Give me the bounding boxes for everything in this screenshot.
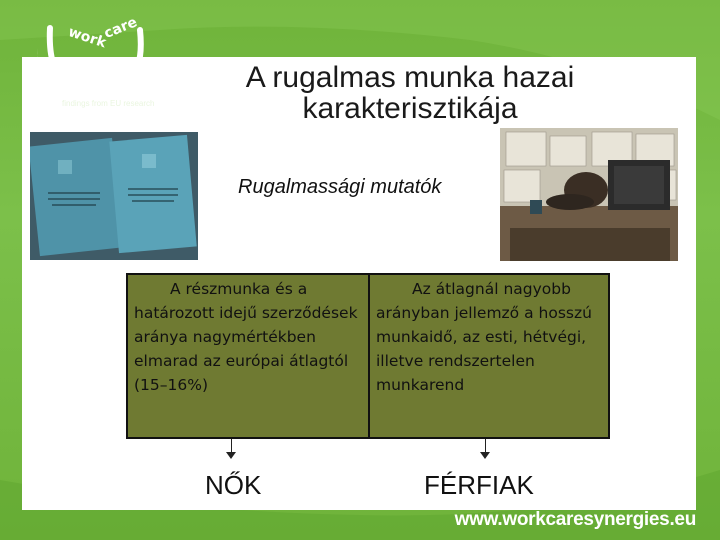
info-box-men: Az átlagnál nagyobb arányban jellemző a hosszú munkaidő, az esti, hétvégi, illetve rendszertelen munkarend <box>368 273 610 439</box>
logo-tagline: findings from EU research <box>62 99 155 108</box>
arrow-line-right <box>485 439 486 453</box>
arrow-down-icon <box>480 452 490 459</box>
footer-url-link[interactable]: www.workcaresynergies.eu <box>454 509 696 530</box>
arrow-down-icon <box>226 452 236 459</box>
arrow-line-left <box>231 439 232 453</box>
subtitle: Rugalmassági mutatók <box>238 176 442 198</box>
title-container <box>190 62 630 132</box>
desk-photo <box>500 128 678 261</box>
books-photo <box>30 132 198 260</box>
label-men: FÉRFIAK <box>424 470 534 500</box>
logo-word-care: care <box>101 14 140 42</box>
page-title: A rugalmas munka hazai karakterisztikája <box>245 62 575 125</box>
label-women: NŐK <box>205 470 262 500</box>
logo-word-work: work <box>66 24 109 52</box>
info-box-women: A részmunka és a határozott idejű szerződések aránya nagymértékben elmarad az európai átlagtól (15–16%) <box>126 273 370 439</box>
logo-name: synergies <box>62 79 156 100</box>
